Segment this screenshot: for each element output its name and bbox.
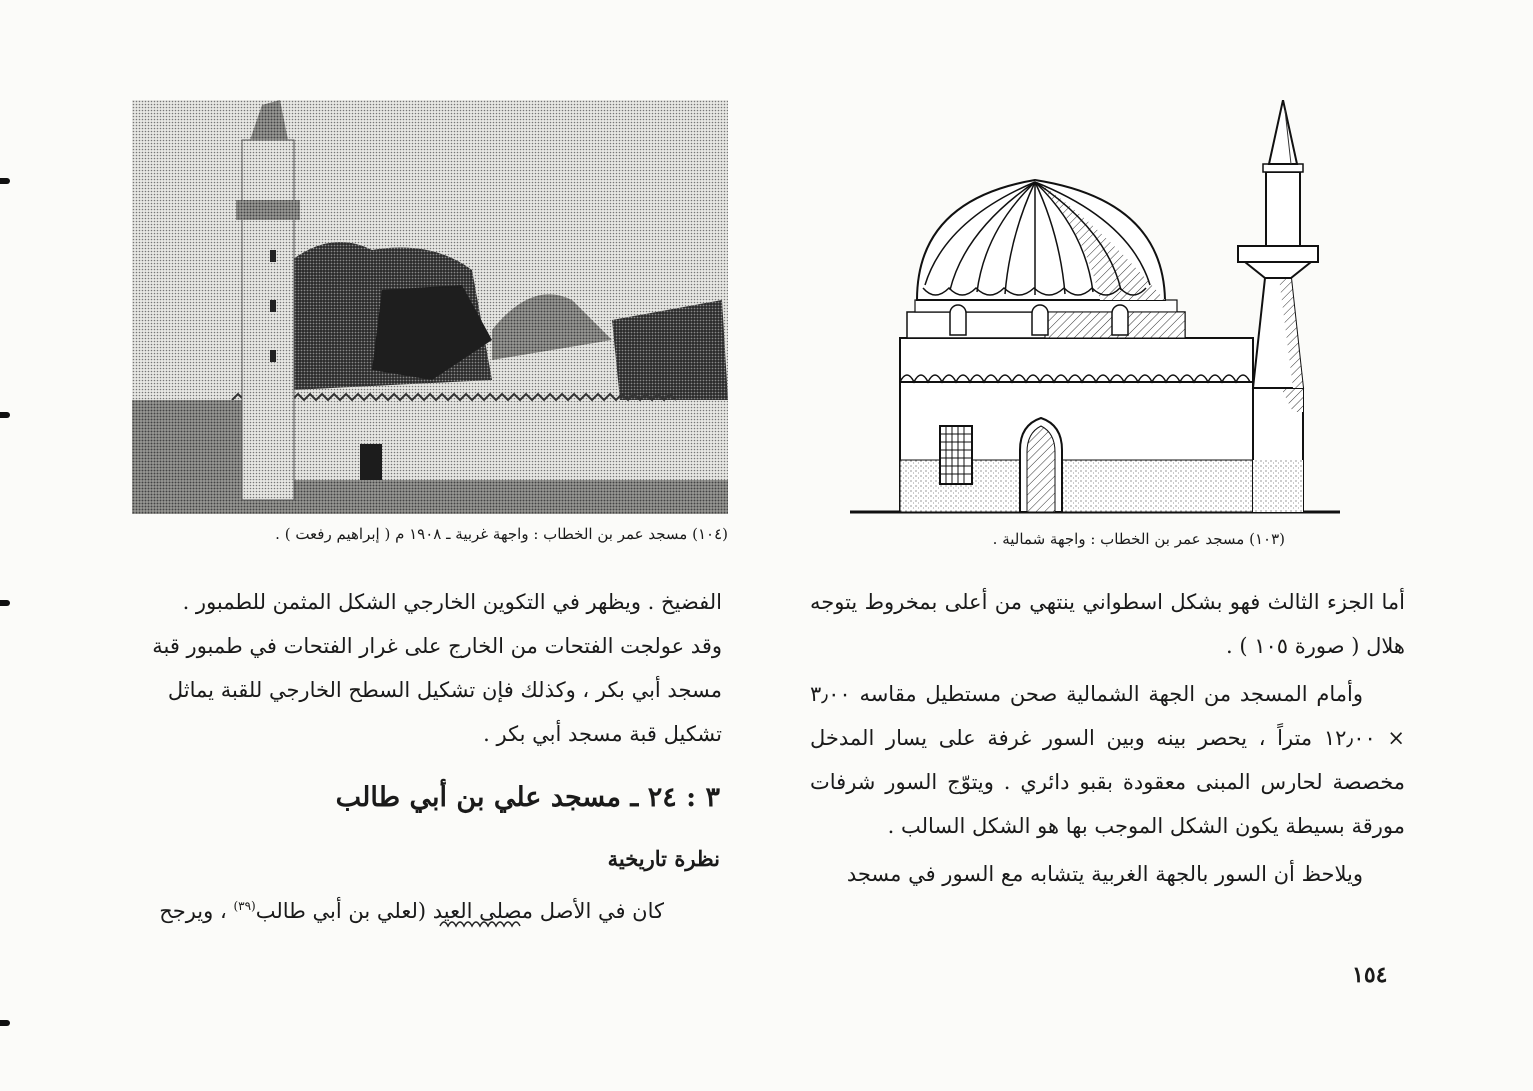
text-line: الفضيخ . ويظهر في التكوين الخارجي الشكل المثمن للطمبور . — [182, 590, 722, 614]
edge-mark — [0, 600, 10, 606]
edge-mark — [0, 412, 10, 418]
right-text — [810, 580, 1405, 896]
page-number: ١٥٤ — [1352, 962, 1388, 988]
section-heading: ٣ : ٢٤ ـ مسجد علي بن أبي طالب — [335, 782, 720, 813]
text-line: تشكيل قبة مسجد أبي بكر . — [483, 722, 722, 746]
text-line: مسجد أبي بكر ، وكذلك فإن تشكيل السطح الخارجي للقبة يماثل — [167, 678, 722, 702]
paragraph: أما الجزء الثالث فهو بشكل اسطواني ينتهي من أعلى بمخروط يتوجه هلال ( صورة ١٠٥ ) . — [810, 590, 1405, 658]
drawing-caption: (١٠٣) مسجد عمر بن الخطاب : واجهة شمالية . — [992, 530, 1285, 548]
paragraph: ويلاحظ أن السور بالجهة الغربية يتشابه مع السور في مسجد — [846, 862, 1363, 886]
mosque-elevation-drawing — [845, 100, 1345, 520]
left-paragraph — [132, 580, 722, 756]
paragraph: وأمام المسجد من الجهة الشمالية صحن مستطيل مقاسه ٣٫٠٠ × ١٢٫٠٠ متراً ، يحصر بينه وبين السور غرفة على يسار المدخل مخصصة لحارس المبنى معقودة بقبو دائري . ويتوّج السور شرفات مورقة بسيطة يكون الشكل الموجب بها هو الشكل السالب . — [810, 682, 1405, 838]
edge-mark — [0, 1020, 10, 1026]
handwritten-underline — [438, 918, 528, 932]
opening-line — [132, 884, 664, 933]
opening-line-text: كان في الأصل مصلى العيد (لعلي بن أبي طالب — [255, 899, 664, 923]
edge-mark — [0, 178, 10, 184]
text-line: وقد عولجت الفتحات من الخارج على غرار الفتحات في طمبور قبة — [152, 634, 722, 658]
opening-line-end: ، ويرجح — [159, 899, 227, 923]
subheading: نظرة تاريخية — [607, 846, 720, 871]
photo-caption: (١٠٤) مسجد عمر بن الخطاب : واجهة غربية ـ ١٩٠٨ م ( إبراهيم رفعت ) . — [275, 525, 728, 543]
mosque-photo — [132, 100, 728, 514]
footnote-ref: (٣٩) — [233, 899, 256, 913]
